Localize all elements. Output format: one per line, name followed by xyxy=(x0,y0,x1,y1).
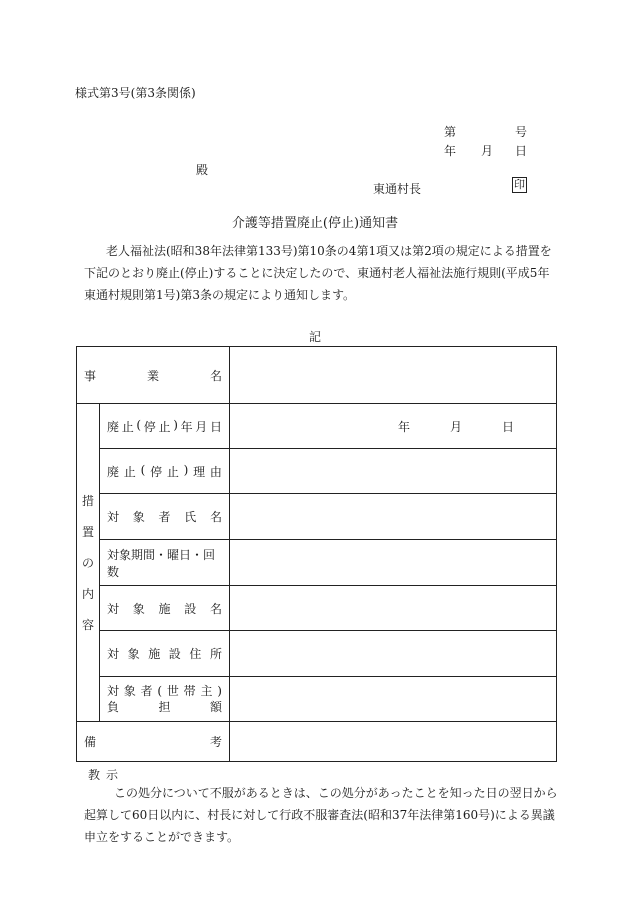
remarks-label-cell xyxy=(77,722,230,762)
row-label xyxy=(100,404,230,449)
remarks-label xyxy=(84,733,222,750)
table-row xyxy=(77,347,557,404)
body-text: 老人福祉法(昭和38年法律第133号)第10条の4第1項又は第2項の規定による措置を下記のとおり廃止(停止)することに決定したので、東通村老人福祉法施行規則(平成5年東通村規則第1号)第3条の規定により通知します。 xyxy=(84,244,552,302)
addressee-dono: 殿 xyxy=(196,163,209,177)
row-label-text: 対 象 者 氏 名 xyxy=(107,510,223,524)
row-label xyxy=(100,631,230,677)
seal-mark xyxy=(512,177,527,193)
period-value xyxy=(230,540,557,586)
table-row xyxy=(77,722,557,762)
date-fields xyxy=(230,418,556,435)
burden-label-line1: 対 象 者 ( 世 帯 主 ) xyxy=(107,684,222,698)
seal-icon: 印 xyxy=(514,178,525,191)
table-row xyxy=(77,631,557,677)
facility-address-value xyxy=(230,631,557,677)
form-number: 様式第3号(第3条関係) xyxy=(75,86,196,100)
document-title: 介護等措置廃止(停止)通知書 xyxy=(231,216,399,231)
date-day: 日 xyxy=(515,144,528,158)
row-label-text: 対 象 施 設 名 xyxy=(107,601,223,616)
issuer-name: 東通村長 xyxy=(373,182,422,196)
table-row xyxy=(77,540,557,586)
ki-heading: 記 xyxy=(308,330,321,344)
table-row xyxy=(77,449,557,494)
row-label xyxy=(100,677,230,722)
remarks-value xyxy=(230,722,557,762)
label-char: 事 xyxy=(84,368,97,383)
date-day-label: 日 xyxy=(502,419,515,434)
label-char: 措 xyxy=(81,494,94,508)
table-row xyxy=(77,677,557,722)
row-label xyxy=(100,494,230,540)
row-label-text: 対象期間・曜日・回数 xyxy=(107,547,216,579)
facility-name-value xyxy=(230,586,557,631)
kyoji-label: 教示 xyxy=(88,768,125,782)
measure-content-label-cell xyxy=(77,404,100,722)
label-char: の xyxy=(81,556,94,570)
row-label-text: 廃 止 ( 停 止 ) 理 由 xyxy=(107,462,222,479)
burden-value xyxy=(230,677,557,722)
row-label xyxy=(100,449,230,494)
business-name-label-cell xyxy=(77,347,230,404)
notice-table xyxy=(76,346,557,762)
date-year-label: 年 xyxy=(398,419,411,434)
burden-label-line2: 負 担 額 xyxy=(107,700,223,714)
table-row xyxy=(77,586,557,631)
table-row xyxy=(77,404,557,449)
row-label-text: 対 象 施 設 住 所 xyxy=(107,647,222,661)
date-year: 年 xyxy=(444,144,457,158)
table-row xyxy=(77,494,557,540)
date-month: 月 xyxy=(481,144,494,158)
abolition-date-value xyxy=(230,404,557,449)
business-name-value xyxy=(230,347,557,404)
measure-content-label xyxy=(77,492,99,633)
row-label xyxy=(100,586,230,631)
label-char: 備 xyxy=(84,735,97,749)
kyoji-text: この処分について不服があるときは、この処分があったことを知った日の翌日から起算して60日以内に、村長に対して行政不服審査法(昭和37年法律第160号)による異議申立をすることができます。 xyxy=(84,786,558,844)
label-char: 業 xyxy=(147,368,160,383)
date-month-label: 月 xyxy=(450,419,463,434)
label-char: 置 xyxy=(81,525,94,539)
number-dai: 第 xyxy=(444,125,457,139)
business-name-label xyxy=(84,367,222,384)
label-char: 考 xyxy=(210,735,223,749)
subject-name-value xyxy=(230,494,557,540)
number-go: 号 xyxy=(515,125,528,139)
abolition-reason-value xyxy=(230,449,557,494)
label-char: 容 xyxy=(81,618,94,632)
row-label xyxy=(100,540,230,586)
row-label-text: 廃 止 ( 停 止 ) 年 月 日 xyxy=(107,417,222,434)
label-char: 名 xyxy=(210,368,223,383)
label-char: 内 xyxy=(81,587,94,601)
